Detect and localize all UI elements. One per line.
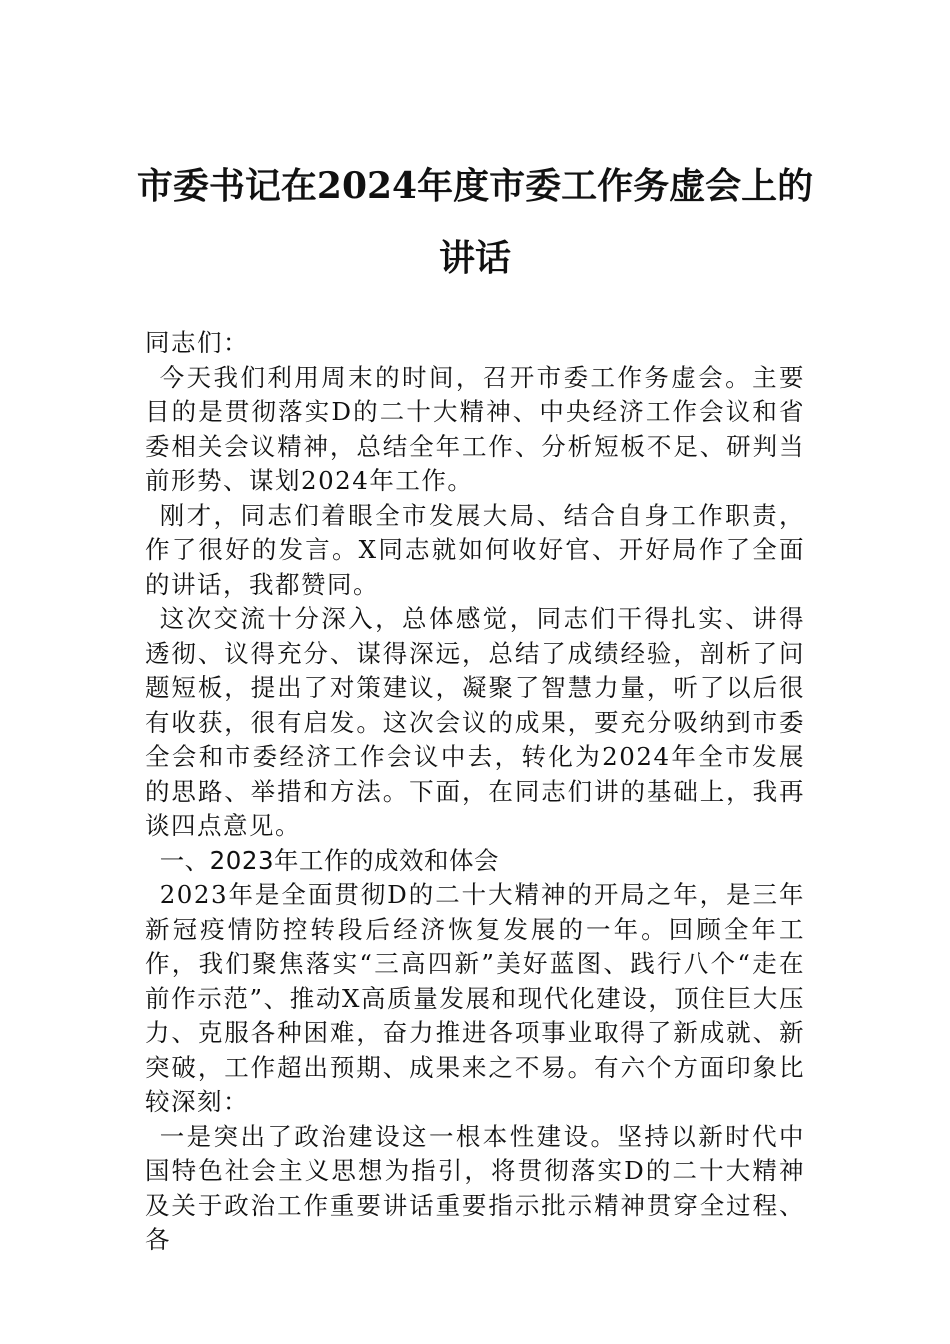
- title-line-2: 讲话: [438, 237, 511, 279]
- section-paragraph-2: 一是突出了政治建设这一根本性建设。坚持以新时代中国特色社会主义思想为指引，将贯彻落实D的二十大精神及关于政治工作重要讲话重要指示批示精神贯穿全过程、各: [145, 1121, 805, 1254]
- section-paragraph-1: 2023年是全面贯彻D的二十大精神的开局之年，是三年新冠疫情防控转段后经济恢复发展的一年。回顾全年工作，我们聚焦落实“三高四新”美好蓝图、践行八个“走在前作示范”、推动X高质量发展和现代化建设，顶住巨大压力、克服各种困难，奋力推进各项事业取得了新成就、新突破，工作超出预期、成果来之不易。有六个方面印象比较深刻：: [145, 880, 805, 1116]
- document-title: [120, 150, 830, 294]
- paragraph-1: 今天我们利用周末的时间，召开市委工作务虚会。主要目的是贯彻落实D的二十大精神、中央经济工作会议和省委相关会议精神，总结全年工作、分析短板不足、研判当前形势、谋划2024年工作。: [145, 362, 805, 495]
- title-line-1: 市委书记在2024年度市委工作务虚会上的: [136, 165, 814, 207]
- paragraph-2: 刚才，同志们着眼全市发展大局、结合自身工作职责，作了很好的发言。X同志就如何收好官、开好局作了全面的讲话，我都赞同。: [145, 500, 805, 599]
- paragraph-3: 这次交流十分深入，总体感觉，同志们干得扎实、讲得透彻、议得充分、谋得深远，总结了成绩经验，剖析了问题短板，提出了对策建议，凝聚了智慧力量，听了以后很有收获，很有启发。这次会议的成果，要充分吸纳到市委全会和市委经济工作会议中去，转化为2024年全市发展的思路、举措和方法。下面，在同志们讲的基础上，我再谈四点意见。: [145, 604, 805, 840]
- section-heading: 一、2023年工作的成效和体会: [159, 845, 500, 875]
- salutation: 同志们：: [145, 328, 249, 357]
- document-body: [145, 326, 805, 1258]
